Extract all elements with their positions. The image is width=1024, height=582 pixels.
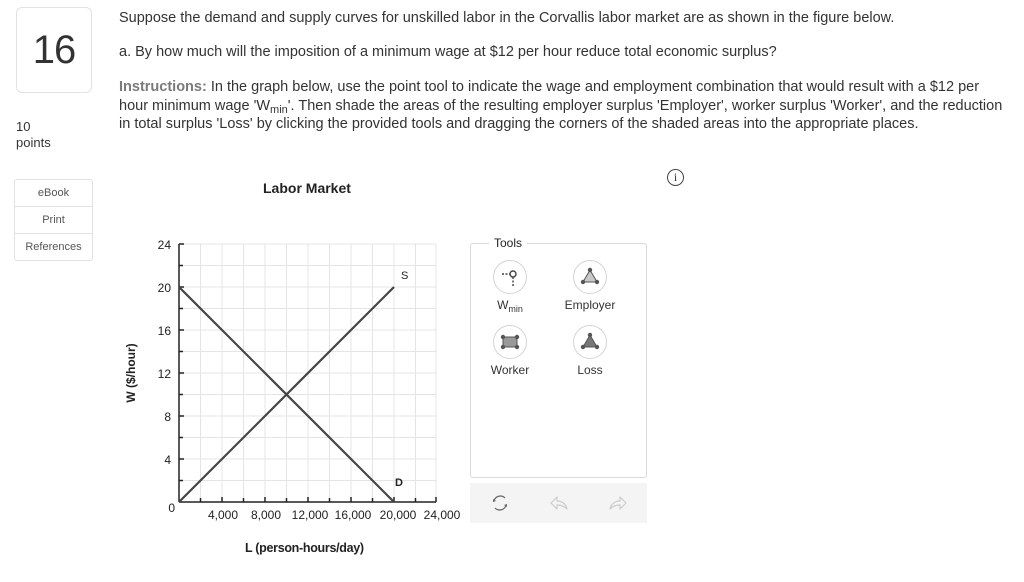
action-bar (470, 483, 647, 523)
tool-worker-label: Worker (490, 363, 530, 377)
points-value: 10 (16, 119, 31, 134)
svg-text:20,000: 20,000 (379, 508, 417, 522)
svg-text:16: 16 (157, 324, 171, 338)
svg-text:12,000: 12,000 (291, 508, 329, 522)
tool-employer[interactable] (555, 260, 625, 312)
tools-panel (470, 236, 647, 478)
demand-label: D (395, 477, 403, 489)
references-link[interactable]: References (14, 234, 93, 261)
svg-text:0: 0 (168, 501, 175, 515)
svg-text:20: 20 (157, 281, 171, 295)
labor-market-graph[interactable] (110, 225, 470, 525)
instructions-label: Instructions: (119, 79, 207, 95)
svg-text:24,000: 24,000 (423, 508, 461, 522)
instructions (119, 78, 1004, 134)
x-axis-label: L (person-hours/day) (245, 541, 364, 555)
x-tick-labels (208, 508, 461, 522)
instructions-subscript: min (270, 103, 288, 116)
instructions-text-2: '. Then shade the areas of the resulting employer surplus 'Employer', worker surplus 'Worker', and the reduction in total surplus 'Loss' by clicking the provided tools and dragging the corners of the shaded areas into the appropriate places. (119, 97, 1003, 132)
svg-text:24: 24 (157, 238, 171, 252)
tool-worker[interactable] (475, 325, 545, 377)
question-prompt: Suppose the demand and supply curves for unskilled labor in the Corvallis labor market are as shown in the figure below. (119, 10, 895, 26)
svg-text:8,000: 8,000 (250, 508, 282, 522)
reset-button[interactable] (489, 492, 511, 514)
resource-links (14, 179, 93, 261)
tool-wmin-label: $W_{min}$ (497, 298, 523, 314)
svg-text:4,000: 4,000 (207, 508, 239, 522)
y-tick-labels (158, 238, 176, 515)
svg-text:12: 12 (157, 367, 171, 381)
point-tool-icon (493, 260, 527, 294)
question-number: 16 (16, 7, 92, 93)
supply-label: S (401, 270, 409, 282)
tool-wmin[interactable] (475, 260, 545, 312)
refresh-icon (490, 493, 510, 513)
print-link[interactable]: Print (14, 207, 93, 234)
redo-icon (608, 494, 628, 512)
svg-text:8: 8 (164, 410, 171, 424)
question-part-a: a. By how much will the imposition of a minimum wage at $12 per hour reduce total economic surplus? (119, 44, 777, 60)
y-axis-label: W ($/hour) (124, 343, 138, 403)
redo-button[interactable] (607, 492, 629, 514)
tool-loss[interactable] (555, 325, 625, 377)
chart-title: Labor Market (263, 180, 351, 196)
triangle-area-dark-icon (573, 325, 607, 359)
undo-icon (549, 494, 569, 512)
polygon-area-icon (493, 325, 527, 359)
instructions-text-1: In the graph below, use the point tool to indicate the wage and employment combination that would result with a $12 per hour minimum wage 'W (119, 79, 980, 114)
points-info (16, 119, 51, 151)
tool-employer-label: Employer (564, 298, 616, 312)
undo-button[interactable] (548, 492, 570, 514)
tools-title: Tools (489, 236, 527, 250)
triangle-area-icon (573, 260, 607, 294)
tool-loss-label: Loss (577, 363, 603, 377)
ebook-link[interactable]: eBook (14, 179, 93, 207)
info-icon[interactable]: i (667, 169, 684, 186)
svg-text:4: 4 (164, 453, 171, 467)
svg-text:16,000: 16,000 (334, 508, 372, 522)
points-label: points (16, 135, 51, 150)
